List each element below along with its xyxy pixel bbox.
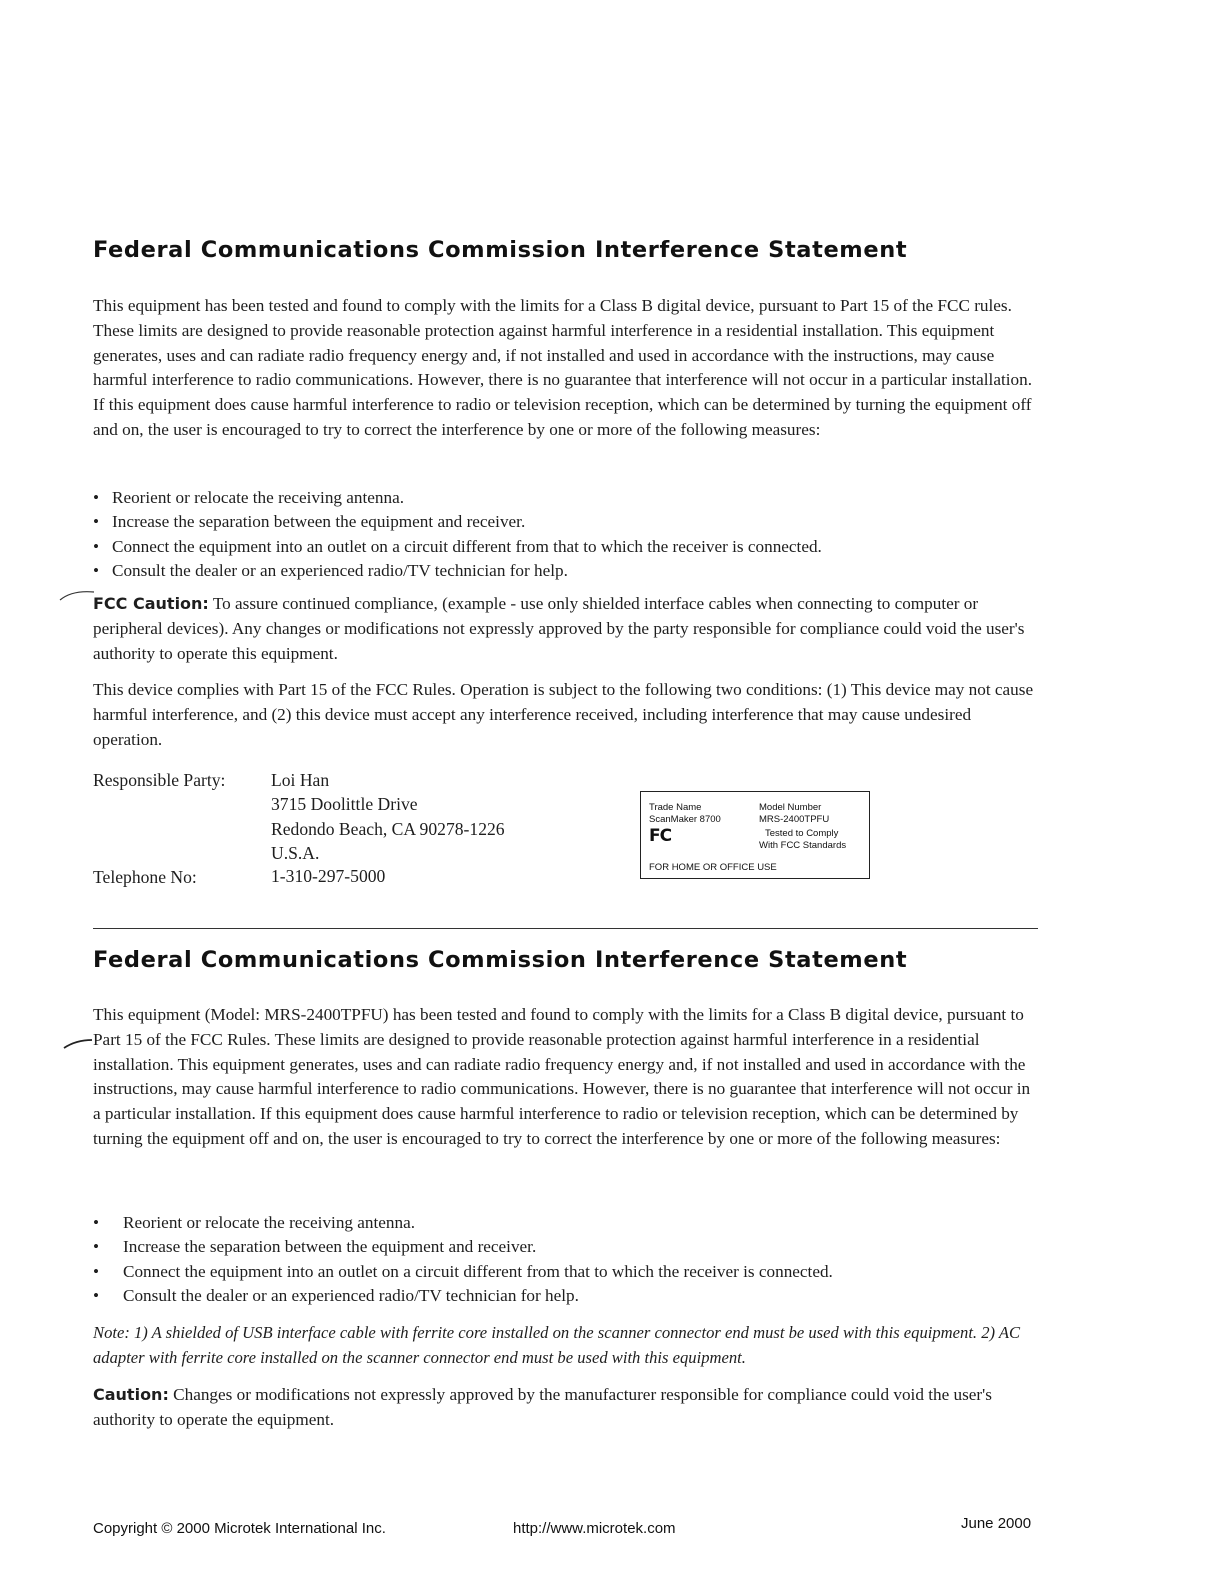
footer-copyright: Copyright © 2000 Microtek International Inc. bbox=[93, 1520, 386, 1537]
home-office-use-text: FOR HOME OR OFFICE USE bbox=[649, 862, 777, 873]
list-item: • Connect the equipment into an outlet on a circuit different from that to which the receiver is connected. bbox=[93, 1260, 833, 1284]
section1-measures-list bbox=[93, 486, 822, 583]
section2-measures-list bbox=[93, 1211, 833, 1308]
responsible-party-label: Responsible Party: bbox=[93, 770, 226, 790]
fc-logo-icon: FC bbox=[649, 826, 672, 846]
caution-label: Caution: bbox=[93, 1385, 169, 1404]
section-divider bbox=[93, 928, 1038, 929]
section2-note: Note: 1) A shielded of USB interface cable with ferrite core installed on the scanner connector end must be used with this equipment. 2) AC adapter with ferrite core installed on the scanner connector end must be used with this equipment. bbox=[93, 1323, 1021, 1367]
section1-caution bbox=[93, 592, 1038, 666]
caution-text: Changes or modifications not expressly approved by the manufacturer responsible for compliance could void the user's authority to operate the equipment. bbox=[93, 1385, 992, 1429]
tested-to-comply-text: Tested to Comply bbox=[765, 828, 839, 839]
section2-caution bbox=[93, 1383, 1038, 1433]
model-number-label: Model Number bbox=[759, 802, 822, 813]
model-number-value: MRS-2400TPFU bbox=[759, 814, 830, 825]
list-item: • Connect the equipment into an outlet on a circuit different from that to which the receiver is connected. bbox=[93, 535, 822, 559]
list-item: • Reorient or relocate the receiving antenna. bbox=[93, 486, 822, 510]
section1-heading: Federal Communications Commission Interference Statement bbox=[93, 237, 908, 263]
telephone-number: 1-310-297-5000 bbox=[271, 866, 386, 886]
responsible-party-country: U.S.A. bbox=[271, 843, 320, 863]
responsible-party-street: 3715 Doolittle Drive bbox=[271, 794, 418, 814]
section1-compliance: This device complies with Part 15 of the FCC Rules. Operation is subject to the following two conditions: (1) This device may not cause harmful interference, and (2) this device must accept any interference received, including interference that may cause undesired operation. bbox=[93, 680, 1034, 749]
telephone-label: Telephone No: bbox=[93, 867, 197, 887]
pen-mark-icon bbox=[62, 1032, 96, 1054]
fcc-standards-text: With FCC Standards bbox=[759, 840, 847, 851]
list-item: • Reorient or relocate the receiving antenna. bbox=[93, 1211, 833, 1235]
pen-mark-icon bbox=[58, 586, 98, 606]
caution-label: FCC Caution: bbox=[93, 594, 209, 613]
responsible-party-city: Redondo Beach, CA 90278-1226 bbox=[271, 819, 505, 839]
list-item: • Consult the dealer or an experienced radio/TV technician for help. bbox=[93, 1284, 833, 1308]
list-item: • Increase the separation between the equipment and receiver. bbox=[93, 510, 822, 534]
list-item: • Increase the separation between the equipment and receiver. bbox=[93, 1235, 833, 1259]
trade-name-value: ScanMaker 8700 bbox=[649, 814, 721, 825]
trade-name-label: Trade Name bbox=[649, 802, 702, 813]
fcc-compliance-label bbox=[640, 791, 870, 879]
footer-date: June 2000 bbox=[961, 1515, 1032, 1532]
section2-heading: Federal Communications Commission Interference Statement bbox=[93, 947, 908, 973]
footer-url[interactable]: http://www.microtek.com bbox=[513, 1520, 676, 1537]
section2-intro: This equipment (Model: MRS-2400TPFU) has been tested and found to comply with the limits for a Class B digital device, pursuant to Part 15 of the FCC Rules. These limits are designed to provide reasonable protection against harmful interference in a residential installation. This equipment generates, uses and can radiate radio frequency energy and, if not installed and used in accordance with the instructions, may cause harmful interference to radio communications. However, there is no guarantee that interference will not occur in a particular installation. If this equipment does cause harmful interference to radio or television reception, which can be determined by turning the equipment off and on, the user is encouraged to try to correct the interference by one or more of the following measures: bbox=[93, 1005, 1031, 1148]
caution-text: To assure continued compliance, (example - use only shielded interface cables when connecting to computer or peripheral devices). Any changes or modifications not expressly approved by the party responsible for compliance could void the user's authority to operate this equipment. bbox=[93, 594, 1025, 663]
section1-intro: This equipment has been tested and found to comply with the limits for a Class B digital device, pursuant to Part 15 of the FCC rules. These limits are designed to provide reasonable protection against harmful interference in a residential installation. This equipment generates, uses and can radiate radio frequency energy and, if not installed and used in accordance with the instructions, may cause harmful interference to radio communications. However, there is no guarantee that interference will not occur in a particular installation. If this equipment does cause harmful interference to radio or television reception, which can be determined by turning the equipment off and on, the user is encouraged to try to correct the interference by one or more of the following measures: bbox=[93, 296, 1033, 439]
responsible-party-name: Loi Han bbox=[271, 770, 330, 790]
list-item: • Consult the dealer or an experienced radio/TV technician for help. bbox=[93, 559, 822, 583]
